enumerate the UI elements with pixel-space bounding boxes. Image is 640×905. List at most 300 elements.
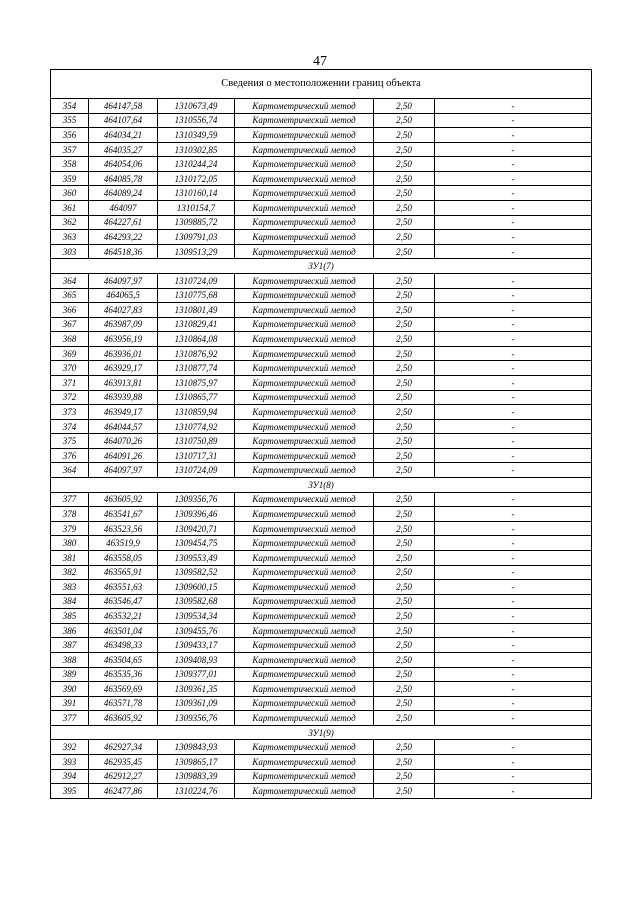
table-row <box>51 332 592 347</box>
point-number-cell: 387 <box>51 638 89 653</box>
y-coordinate-cell: 1309885,72 <box>158 215 235 230</box>
accuracy-cell: 2,50 <box>374 273 435 288</box>
x-coordinate-cell: 462912,27 <box>89 769 158 784</box>
y-coordinate-cell: 1310724,09 <box>158 463 235 478</box>
table-row <box>51 682 592 697</box>
description-cell: - <box>435 507 592 522</box>
point-number-cell: 361 <box>51 201 89 216</box>
x-coordinate-cell: 464107,64 <box>89 113 158 128</box>
y-coordinate-cell: 1309420,71 <box>158 521 235 536</box>
table-row <box>51 550 592 565</box>
x-coordinate-cell: 463956,19 <box>89 332 158 347</box>
y-coordinate-cell: 1309582,52 <box>158 565 235 580</box>
accuracy-cell: 2,50 <box>374 434 435 449</box>
table-row <box>51 186 592 201</box>
accuracy-cell: 2,50 <box>374 769 435 784</box>
description-cell: - <box>435 201 592 216</box>
accuracy-cell: 2,50 <box>374 536 435 551</box>
y-coordinate-cell: 1310865,77 <box>158 390 235 405</box>
y-coordinate-cell: 1310877,74 <box>158 361 235 376</box>
y-coordinate-cell: 1309883,39 <box>158 769 235 784</box>
x-coordinate-cell: 462477,86 <box>89 784 158 799</box>
table-title: Сведения о местоположении границ объекта <box>51 70 592 99</box>
point-number-cell: 363 <box>51 230 89 245</box>
x-coordinate-cell: 463535,36 <box>89 667 158 682</box>
section-header-row <box>51 478 592 493</box>
method-cell: Картометрический метод <box>235 230 374 245</box>
x-coordinate-cell: 463523,56 <box>89 521 158 536</box>
method-cell: Картометрический метод <box>235 550 374 565</box>
table-title-row <box>51 70 592 99</box>
description-cell: - <box>435 317 592 332</box>
table-row <box>51 492 592 507</box>
accuracy-cell: 2,50 <box>374 186 435 201</box>
table-row <box>51 623 592 638</box>
y-coordinate-cell: 1310349,59 <box>158 128 235 143</box>
point-number-cell: 366 <box>51 303 89 318</box>
description-cell: - <box>435 667 592 682</box>
point-number-cell: 393 <box>51 755 89 770</box>
method-cell: Картометрический метод <box>235 390 374 405</box>
x-coordinate-cell: 464034,21 <box>89 128 158 143</box>
method-cell: Картометрический метод <box>235 536 374 551</box>
y-coordinate-cell: 1309377,01 <box>158 667 235 682</box>
table-row <box>51 405 592 420</box>
description-cell: - <box>435 332 592 347</box>
point-number-cell: 375 <box>51 434 89 449</box>
table-row <box>51 594 592 609</box>
y-coordinate-cell: 1309553,49 <box>158 550 235 565</box>
method-cell: Картометрический метод <box>235 638 374 653</box>
method-cell: Картометрический метод <box>235 361 374 376</box>
x-coordinate-cell: 463565,91 <box>89 565 158 580</box>
y-coordinate-cell: 1310172,05 <box>158 171 235 186</box>
x-coordinate-cell: 463949,17 <box>89 405 158 420</box>
table-row <box>51 507 592 522</box>
x-coordinate-cell: 463939,88 <box>89 390 158 405</box>
point-number-cell: 355 <box>51 113 89 128</box>
accuracy-cell: 2,50 <box>374 594 435 609</box>
table-row <box>51 652 592 667</box>
accuracy-cell: 2,50 <box>374 623 435 638</box>
description-cell: - <box>435 171 592 186</box>
method-cell: Картометрический метод <box>235 346 374 361</box>
method-cell: Картометрический метод <box>235 521 374 536</box>
y-coordinate-cell: 1309534,34 <box>158 609 235 624</box>
method-cell: Картометрический метод <box>235 667 374 682</box>
method-cell: Картометрический метод <box>235 405 374 420</box>
accuracy-cell: 2,50 <box>374 142 435 157</box>
accuracy-cell: 2,50 <box>374 740 435 755</box>
method-cell: Картометрический метод <box>235 99 374 114</box>
table-row <box>51 288 592 303</box>
y-coordinate-cell: 1309454,75 <box>158 536 235 551</box>
x-coordinate-cell: 463571,78 <box>89 696 158 711</box>
point-number-cell: 360 <box>51 186 89 201</box>
y-coordinate-cell: 1310673,49 <box>158 99 235 114</box>
accuracy-cell: 2,50 <box>374 288 435 303</box>
method-cell: Картометрический метод <box>235 201 374 216</box>
method-cell: Картометрический метод <box>235 303 374 318</box>
method-cell: Картометрический метод <box>235 565 374 580</box>
x-coordinate-cell: 464518,36 <box>89 244 158 259</box>
description-cell: - <box>435 463 592 478</box>
table-row <box>51 565 592 580</box>
table-row <box>51 434 592 449</box>
accuracy-cell: 2,50 <box>374 755 435 770</box>
y-coordinate-cell: 1310864,08 <box>158 332 235 347</box>
table-row <box>51 346 592 361</box>
table-row <box>51 128 592 143</box>
method-cell: Картометрический метод <box>235 507 374 522</box>
method-cell: Картометрический метод <box>235 128 374 143</box>
x-coordinate-cell: 464085,78 <box>89 171 158 186</box>
table-row <box>51 171 592 186</box>
y-coordinate-cell: 1310302,85 <box>158 142 235 157</box>
point-number-cell: 392 <box>51 740 89 755</box>
description-cell: - <box>435 492 592 507</box>
x-coordinate-cell: 463569,69 <box>89 682 158 697</box>
point-number-cell: 388 <box>51 652 89 667</box>
section-title: ЗУ1(7) <box>51 259 592 274</box>
accuracy-cell: 2,50 <box>374 113 435 128</box>
point-number-cell: 303 <box>51 244 89 259</box>
x-coordinate-cell: 462927,34 <box>89 740 158 755</box>
table-row <box>51 244 592 259</box>
accuracy-cell: 2,50 <box>374 171 435 186</box>
section-title: ЗУ1(9) <box>51 725 592 740</box>
page-number: 47 <box>313 54 327 69</box>
y-coordinate-cell: 1309865,17 <box>158 755 235 770</box>
point-number-cell: 357 <box>51 142 89 157</box>
y-coordinate-cell: 1309513,29 <box>158 244 235 259</box>
method-cell: Картометрический метод <box>235 419 374 434</box>
method-cell: Картометрический метод <box>235 682 374 697</box>
point-number-cell: 356 <box>51 128 89 143</box>
point-number-cell: 382 <box>51 565 89 580</box>
point-number-cell: 390 <box>51 682 89 697</box>
boundary-coordinates-table <box>50 69 592 799</box>
y-coordinate-cell: 1310750,89 <box>158 434 235 449</box>
accuracy-cell: 2,50 <box>374 696 435 711</box>
y-coordinate-cell: 1310724,09 <box>158 273 235 288</box>
accuracy-cell: 2,50 <box>374 565 435 580</box>
y-coordinate-cell: 1309356,76 <box>158 711 235 726</box>
table-row <box>51 755 592 770</box>
description-cell: - <box>435 448 592 463</box>
accuracy-cell: 2,50 <box>374 638 435 653</box>
description-cell: - <box>435 157 592 172</box>
table-row <box>51 142 592 157</box>
accuracy-cell: 2,50 <box>374 405 435 420</box>
point-number-cell: 364 <box>51 273 89 288</box>
description-cell: - <box>435 99 592 114</box>
table-row <box>51 769 592 784</box>
y-coordinate-cell: 1310154,7 <box>158 201 235 216</box>
x-coordinate-cell: 463498,33 <box>89 638 158 653</box>
method-cell: Картометрический метод <box>235 434 374 449</box>
x-coordinate-cell: 464065,5 <box>89 288 158 303</box>
point-number-cell: 367 <box>51 317 89 332</box>
description-cell: - <box>435 740 592 755</box>
section-title: ЗУ1(8) <box>51 478 592 493</box>
y-coordinate-cell: 1309408,93 <box>158 652 235 667</box>
accuracy-cell: 2,50 <box>374 346 435 361</box>
table-row <box>51 303 592 318</box>
description-cell: - <box>435 609 592 624</box>
description-cell: - <box>435 623 592 638</box>
x-coordinate-cell: 463605,92 <box>89 711 158 726</box>
y-coordinate-cell: 1310717,31 <box>158 448 235 463</box>
point-number-cell: 358 <box>51 157 89 172</box>
description-cell: - <box>435 288 592 303</box>
description-cell: - <box>435 784 592 799</box>
accuracy-cell: 2,50 <box>374 201 435 216</box>
x-coordinate-cell: 464097 <box>89 201 158 216</box>
method-cell: Картометрический метод <box>235 288 374 303</box>
description-cell: - <box>435 346 592 361</box>
point-number-cell: 385 <box>51 609 89 624</box>
description-cell: - <box>435 565 592 580</box>
x-coordinate-cell: 464054,06 <box>89 157 158 172</box>
table-row <box>51 317 592 332</box>
point-number-cell: 376 <box>51 448 89 463</box>
accuracy-cell: 2,50 <box>374 463 435 478</box>
method-cell: Картометрический метод <box>235 142 374 157</box>
method-cell: Картометрический метод <box>235 609 374 624</box>
description-cell: - <box>435 142 592 157</box>
description-cell: - <box>435 580 592 595</box>
table-row <box>51 740 592 755</box>
accuracy-cell: 2,50 <box>374 550 435 565</box>
accuracy-cell: 2,50 <box>374 157 435 172</box>
description-cell: - <box>435 521 592 536</box>
description-cell: - <box>435 303 592 318</box>
x-coordinate-cell: 464097,97 <box>89 463 158 478</box>
point-number-cell: 377 <box>51 492 89 507</box>
accuracy-cell: 2,50 <box>374 609 435 624</box>
table-row <box>51 273 592 288</box>
description-cell: - <box>435 550 592 565</box>
x-coordinate-cell: 464147,58 <box>89 99 158 114</box>
point-number-cell: 383 <box>51 580 89 595</box>
method-cell: Картометрический метод <box>235 186 374 201</box>
table-row <box>51 448 592 463</box>
x-coordinate-cell: 463519,9 <box>89 536 158 551</box>
accuracy-cell: 2,50 <box>374 128 435 143</box>
y-coordinate-cell: 1310876,92 <box>158 346 235 361</box>
accuracy-cell: 2,50 <box>374 448 435 463</box>
accuracy-cell: 2,50 <box>374 492 435 507</box>
y-coordinate-cell: 1309600,15 <box>158 580 235 595</box>
y-coordinate-cell: 1310775,68 <box>158 288 235 303</box>
table-row <box>51 463 592 478</box>
point-number-cell: 369 <box>51 346 89 361</box>
x-coordinate-cell: 463501,04 <box>89 623 158 638</box>
table-row <box>51 113 592 128</box>
y-coordinate-cell: 1310774,92 <box>158 419 235 434</box>
y-coordinate-cell: 1309843,93 <box>158 740 235 755</box>
point-number-cell: 365 <box>51 288 89 303</box>
section-header-row <box>51 725 592 740</box>
accuracy-cell: 2,50 <box>374 230 435 245</box>
accuracy-cell: 2,50 <box>374 390 435 405</box>
point-number-cell: 371 <box>51 375 89 390</box>
method-cell: Картометрический метод <box>235 580 374 595</box>
y-coordinate-cell: 1310829,41 <box>158 317 235 332</box>
accuracy-cell: 2,50 <box>374 332 435 347</box>
table-row <box>51 361 592 376</box>
description-cell: - <box>435 273 592 288</box>
method-cell: Картометрический метод <box>235 273 374 288</box>
accuracy-cell: 2,50 <box>374 507 435 522</box>
method-cell: Картометрический метод <box>235 711 374 726</box>
section-header-row <box>51 259 592 274</box>
table-row <box>51 580 592 595</box>
method-cell: Картометрический метод <box>235 696 374 711</box>
point-number-cell: 364 <box>51 463 89 478</box>
point-number-cell: 354 <box>51 99 89 114</box>
accuracy-cell: 2,50 <box>374 244 435 259</box>
method-cell: Картометрический метод <box>235 113 374 128</box>
y-coordinate-cell: 1310556,74 <box>158 113 235 128</box>
table-row <box>51 536 592 551</box>
x-coordinate-cell: 463605,92 <box>89 492 158 507</box>
y-coordinate-cell: 1309361,09 <box>158 696 235 711</box>
description-cell: - <box>435 711 592 726</box>
table-row <box>51 99 592 114</box>
table-row <box>51 157 592 172</box>
method-cell: Картометрический метод <box>235 652 374 667</box>
table-row <box>51 609 592 624</box>
method-cell: Картометрический метод <box>235 215 374 230</box>
x-coordinate-cell: 463558,05 <box>89 550 158 565</box>
description-cell: - <box>435 419 592 434</box>
y-coordinate-cell: 1309582,68 <box>158 594 235 609</box>
y-coordinate-cell: 1310801,49 <box>158 303 235 318</box>
description-cell: - <box>435 594 592 609</box>
point-number-cell: 395 <box>51 784 89 799</box>
description-cell: - <box>435 652 592 667</box>
table-row <box>51 638 592 653</box>
table-row <box>51 711 592 726</box>
x-coordinate-cell: 463551,63 <box>89 580 158 595</box>
accuracy-cell: 2,50 <box>374 711 435 726</box>
x-coordinate-cell: 464293,22 <box>89 230 158 245</box>
x-coordinate-cell: 462935,45 <box>89 755 158 770</box>
x-coordinate-cell: 464044,57 <box>89 419 158 434</box>
description-cell: - <box>435 638 592 653</box>
table-row <box>51 784 592 799</box>
y-coordinate-cell: 1310160,14 <box>158 186 235 201</box>
method-cell: Картометрический метод <box>235 755 374 770</box>
x-coordinate-cell: 464070,26 <box>89 434 158 449</box>
accuracy-cell: 2,50 <box>374 99 435 114</box>
x-coordinate-cell: 463929,17 <box>89 361 158 376</box>
x-coordinate-cell: 463546,47 <box>89 594 158 609</box>
accuracy-cell: 2,50 <box>374 303 435 318</box>
y-coordinate-cell: 1310224,76 <box>158 784 235 799</box>
accuracy-cell: 2,50 <box>374 375 435 390</box>
point-number-cell: 391 <box>51 696 89 711</box>
accuracy-cell: 2,50 <box>374 419 435 434</box>
x-coordinate-cell: 463913,81 <box>89 375 158 390</box>
table-row <box>51 375 592 390</box>
accuracy-cell: 2,50 <box>374 667 435 682</box>
point-number-cell: 370 <box>51 361 89 376</box>
y-coordinate-cell: 1310859,94 <box>158 405 235 420</box>
point-number-cell: 378 <box>51 507 89 522</box>
point-number-cell: 394 <box>51 769 89 784</box>
point-number-cell: 368 <box>51 332 89 347</box>
description-cell: - <box>435 769 592 784</box>
description-cell: - <box>435 113 592 128</box>
y-coordinate-cell: 1309356,76 <box>158 492 235 507</box>
method-cell: Картометрический метод <box>235 623 374 638</box>
description-cell: - <box>435 755 592 770</box>
point-number-cell: 373 <box>51 405 89 420</box>
y-coordinate-cell: 1309396,46 <box>158 507 235 522</box>
accuracy-cell: 2,50 <box>374 784 435 799</box>
y-coordinate-cell: 1309433,17 <box>158 638 235 653</box>
description-cell: - <box>435 215 592 230</box>
point-number-cell: 380 <box>51 536 89 551</box>
x-coordinate-cell: 463541,67 <box>89 507 158 522</box>
table-row <box>51 696 592 711</box>
point-number-cell: 374 <box>51 419 89 434</box>
point-number-cell: 381 <box>51 550 89 565</box>
x-coordinate-cell: 464027,83 <box>89 303 158 318</box>
method-cell: Картометрический метод <box>235 157 374 172</box>
description-cell: - <box>435 682 592 697</box>
method-cell: Картометрический метод <box>235 740 374 755</box>
method-cell: Картометрический метод <box>235 317 374 332</box>
method-cell: Картометрический метод <box>235 448 374 463</box>
accuracy-cell: 2,50 <box>374 682 435 697</box>
point-number-cell: 379 <box>51 521 89 536</box>
accuracy-cell: 2,50 <box>374 652 435 667</box>
description-cell: - <box>435 244 592 259</box>
description-cell: - <box>435 434 592 449</box>
y-coordinate-cell: 1310244,24 <box>158 157 235 172</box>
point-number-cell: 362 <box>51 215 89 230</box>
accuracy-cell: 2,50 <box>374 317 435 332</box>
point-number-cell: 384 <box>51 594 89 609</box>
table-row <box>51 667 592 682</box>
point-number-cell: 359 <box>51 171 89 186</box>
point-number-cell: 386 <box>51 623 89 638</box>
accuracy-cell: 2,50 <box>374 361 435 376</box>
method-cell: Картометрический метод <box>235 769 374 784</box>
description-cell: - <box>435 696 592 711</box>
table-row <box>51 201 592 216</box>
method-cell: Картометрический метод <box>235 492 374 507</box>
accuracy-cell: 2,50 <box>374 521 435 536</box>
x-coordinate-cell: 463936,01 <box>89 346 158 361</box>
y-coordinate-cell: 1309361,35 <box>158 682 235 697</box>
y-coordinate-cell: 1310875,97 <box>158 375 235 390</box>
x-coordinate-cell: 464089,24 <box>89 186 158 201</box>
point-number-cell: 389 <box>51 667 89 682</box>
description-cell: - <box>435 128 592 143</box>
accuracy-cell: 2,50 <box>374 580 435 595</box>
table-row <box>51 230 592 245</box>
description-cell: - <box>435 390 592 405</box>
x-coordinate-cell: 463987,09 <box>89 317 158 332</box>
x-coordinate-cell: 464035,27 <box>89 142 158 157</box>
y-coordinate-cell: 1309791,03 <box>158 230 235 245</box>
table-row <box>51 521 592 536</box>
